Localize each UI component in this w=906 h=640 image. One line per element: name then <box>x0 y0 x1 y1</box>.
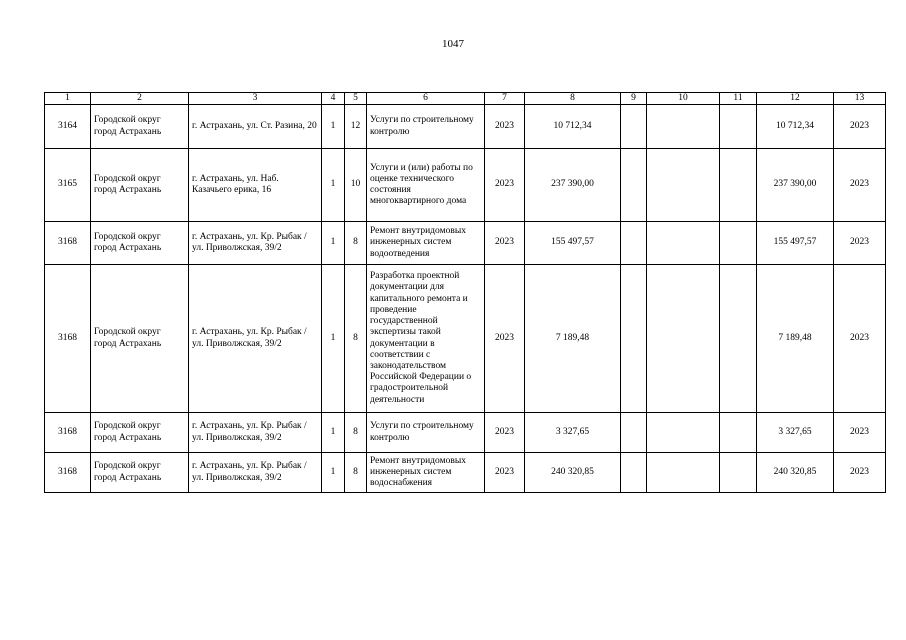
cell-work: Ремонт внутридомовых инженерных систем водоотведения <box>367 222 485 265</box>
cell-col11 <box>720 149 757 222</box>
cell-address: г. Астрахань, ул. Кр. Рыбак / ул. Приволжская, 39/2 <box>189 413 322 453</box>
cell-col4: 1 <box>322 453 345 493</box>
col-header-12: 12 <box>757 93 834 105</box>
cell-id: 3168 <box>45 453 91 493</box>
cell-col9 <box>621 265 647 413</box>
cell-id: 3164 <box>45 105 91 149</box>
col-header-7: 7 <box>485 93 525 105</box>
table-row <box>45 453 886 493</box>
table-row <box>45 105 886 149</box>
cell-end-year: 2023 <box>834 413 886 453</box>
cell-col11 <box>720 413 757 453</box>
cell-col4: 1 <box>322 105 345 149</box>
cell-col4: 1 <box>322 222 345 265</box>
col-header-2: 2 <box>91 93 189 105</box>
cell-total: 10 712,34 <box>757 105 834 149</box>
cell-address: г. Астрахань, ул. Кр. Рыбак / ул. Приволжская, 39/2 <box>189 265 322 413</box>
cell-col9 <box>621 105 647 149</box>
col-header-10: 10 <box>647 93 720 105</box>
cell-col10 <box>647 149 720 222</box>
cell-id: 3168 <box>45 413 91 453</box>
cell-total: 3 327,65 <box>757 413 834 453</box>
cell-year: 2023 <box>485 149 525 222</box>
cell-col10 <box>647 105 720 149</box>
cell-year: 2023 <box>485 265 525 413</box>
cell-municipality: Городской округ город Астрахань <box>91 413 189 453</box>
cell-total: 240 320,85 <box>757 453 834 493</box>
cell-col5: 12 <box>345 105 367 149</box>
cell-municipality: Городской округ город Астрахань <box>91 453 189 493</box>
cell-municipality: Городской округ город Астрахань <box>91 265 189 413</box>
col-header-13: 13 <box>834 93 886 105</box>
cell-col11 <box>720 105 757 149</box>
cell-col9 <box>621 222 647 265</box>
cell-col11 <box>720 222 757 265</box>
cell-year: 2023 <box>485 222 525 265</box>
cell-end-year: 2023 <box>834 265 886 413</box>
col-header-11: 11 <box>720 93 757 105</box>
cell-end-year: 2023 <box>834 105 886 149</box>
cell-col9 <box>621 149 647 222</box>
cell-work: Услуги по строительному контролю <box>367 105 485 149</box>
cell-municipality: Городской округ город Астрахань <box>91 222 189 265</box>
cell-end-year: 2023 <box>834 453 886 493</box>
cell-col5: 8 <box>345 453 367 493</box>
cell-work: Разработка проектной документации для капитального ремонта и проведение государственной экспертизы такой документации в соответствии с законодательством Российской Федерации о градостроительной деятельности <box>367 265 485 413</box>
cell-id: 3165 <box>45 149 91 222</box>
table-row <box>45 222 886 265</box>
cell-col5: 8 <box>345 413 367 453</box>
cell-id: 3168 <box>45 222 91 265</box>
cell-total: 7 189,48 <box>757 265 834 413</box>
col-header-5: 5 <box>345 93 367 105</box>
cell-year: 2023 <box>485 453 525 493</box>
cell-col10 <box>647 413 720 453</box>
cell-cost: 155 497,57 <box>525 222 621 265</box>
cell-col10 <box>647 453 720 493</box>
col-header-3: 3 <box>189 93 322 105</box>
table-row <box>45 149 886 222</box>
cell-municipality: Городской округ город Астрахань <box>91 149 189 222</box>
cell-cost: 240 320,85 <box>525 453 621 493</box>
cell-address: г. Астрахань, ул. Кр. Рыбак / ул. Приволжская, 39/2 <box>189 453 322 493</box>
cell-end-year: 2023 <box>834 149 886 222</box>
cell-col4: 1 <box>322 149 345 222</box>
header-row <box>45 93 886 105</box>
cell-year: 2023 <box>485 413 525 453</box>
col-header-9: 9 <box>621 93 647 105</box>
col-header-6: 6 <box>367 93 485 105</box>
cell-total: 155 497,57 <box>757 222 834 265</box>
cell-cost: 10 712,34 <box>525 105 621 149</box>
cell-col9 <box>621 453 647 493</box>
cell-col10 <box>647 222 720 265</box>
col-header-4: 4 <box>322 93 345 105</box>
table-row <box>45 265 886 413</box>
cell-work: Услуги по строительному контролю <box>367 413 485 453</box>
cell-cost: 7 189,48 <box>525 265 621 413</box>
cell-municipality: Городской округ город Астрахань <box>91 105 189 149</box>
cell-id: 3168 <box>45 265 91 413</box>
table-row <box>45 413 886 453</box>
cell-col5: 10 <box>345 149 367 222</box>
cell-end-year: 2023 <box>834 222 886 265</box>
cell-col9 <box>621 413 647 453</box>
col-header-1: 1 <box>45 93 91 105</box>
page-number: 1047 <box>442 38 464 50</box>
cell-cost: 237 390,00 <box>525 149 621 222</box>
cell-address: г. Астрахань, ул. Ст. Разина, 20 <box>189 105 322 149</box>
cell-col5: 8 <box>345 265 367 413</box>
cell-address: г. Астрахань, ул. Кр. Рыбак / ул. Приволжская, 39/2 <box>189 222 322 265</box>
cell-year: 2023 <box>485 105 525 149</box>
cell-col4: 1 <box>322 413 345 453</box>
cell-col11 <box>720 453 757 493</box>
col-header-8: 8 <box>525 93 621 105</box>
register-table <box>44 92 886 493</box>
cell-cost: 3 327,65 <box>525 413 621 453</box>
cell-col4: 1 <box>322 265 345 413</box>
cell-address: г. Астрахань, ул. Наб. Казачьего ерика, 16 <box>189 149 322 222</box>
cell-col11 <box>720 265 757 413</box>
cell-col10 <box>647 265 720 413</box>
cell-col5: 8 <box>345 222 367 265</box>
cell-work: Услуги и (или) работы по оценке технического состояния многоквартирного дома <box>367 149 485 222</box>
cell-work: Ремонт внутридомовых инженерных систем водоснабжения <box>367 453 485 493</box>
cell-total: 237 390,00 <box>757 149 834 222</box>
